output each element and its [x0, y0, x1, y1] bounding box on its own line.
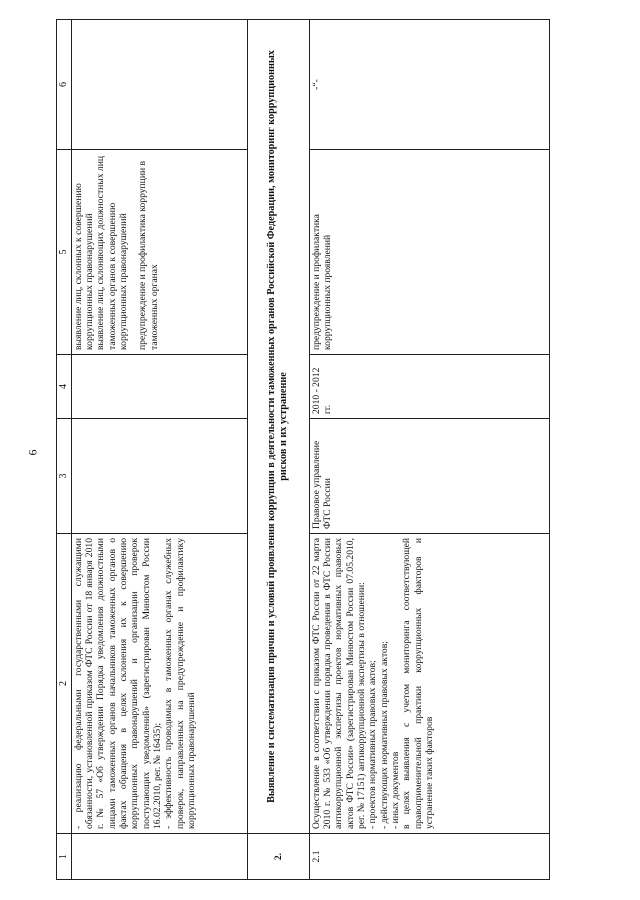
header-row	[57, 20, 72, 880]
header-cell-1: 1	[57, 834, 72, 880]
cell-num: 2.1	[309, 834, 549, 880]
plan-table	[56, 19, 550, 880]
measure-line: - эффективность проводимых в таможенных органах служебных проверок, направленных на предупреждение и профилактику коррупционных правонарушений	[163, 538, 197, 829]
cell-responsible	[71, 419, 247, 534]
header-cell-6: 6	[57, 20, 72, 150]
measure-line: - действующих нормативных правовых актов;	[378, 641, 390, 829]
measure-line: Осуществление в соответствии с приказом ФТС России от 22 марта 2010 г. № 533 «Об утверждении порядка проведения в ФТС России антикоррупционной экспертизы проектов нормативных правовых актов ФТС России» (зарегистрирован Минюстом России 07.05.2010, рег. № 17151) антикоррупционной экспертизы в отношении:	[310, 538, 368, 829]
result-line: выявление лиц, склонных к совершению коррупционных правонарушений	[72, 183, 96, 350]
page-number: 6	[25, 449, 40, 456]
rotated-document-table	[56, 20, 636, 880]
header-cell-4: 4	[57, 355, 72, 419]
result-line: предупреждение и профилактика коррупции в таможенных органах	[137, 160, 160, 350]
measure-line: - проектов нормативных правовых актов;	[367, 660, 379, 829]
measure-line: в целях выявления с учетом мониторинга соответствующей правоприменительной практики коррупционных факторов и устранение таких факторов	[401, 538, 435, 829]
section-row	[247, 20, 309, 880]
section-number: 2.	[247, 834, 309, 880]
header-cell-3: 3	[57, 419, 72, 534]
cell-result: предупреждение и профилактика коррупционных проявлений	[309, 150, 549, 355]
cell-term	[71, 355, 247, 419]
cell-measure	[309, 534, 549, 834]
section-title: Выявление и систематизация причин и условий проявления коррупции в деятельности таможенных органов Российской Федерации, мониторинг коррупционных рисков и их устранение	[247, 20, 309, 834]
cell-num	[71, 834, 247, 880]
result-line: выявление лиц, склоняющих должностных лиц таможенных органов к совершению коррупционных правонарушений	[95, 156, 130, 350]
cell-result	[71, 150, 247, 355]
measure-line: - реализацию федеральными государственными служащими обязанности, установленной приказом ФТС России от 18 января 2010 г. № 57 «Об утверждении Порядка уведомления должностными лицами таможенных органов начальников таможенных органов о фактах обращения в целях склонения их к совершению коррупционных правонарушений и организации проверок поступающих уведомлений» (зарегистрирован Минюстом России 16.02.2010, рег. № 16435);	[72, 538, 163, 829]
cell-note	[71, 20, 247, 150]
cell-term: 2010 - 2012 гг.	[309, 355, 549, 419]
measure-line: - иных документов	[389, 751, 401, 829]
table-row-continuation	[71, 20, 247, 880]
header-cell-5: 5	[57, 150, 72, 355]
cell-note: -“-	[309, 20, 549, 150]
cell-responsible: Правовое управление ФТС России	[309, 419, 549, 534]
header-cell-2: 2	[57, 534, 72, 834]
cell-measure	[71, 534, 247, 834]
table-row-2-1	[309, 20, 549, 880]
